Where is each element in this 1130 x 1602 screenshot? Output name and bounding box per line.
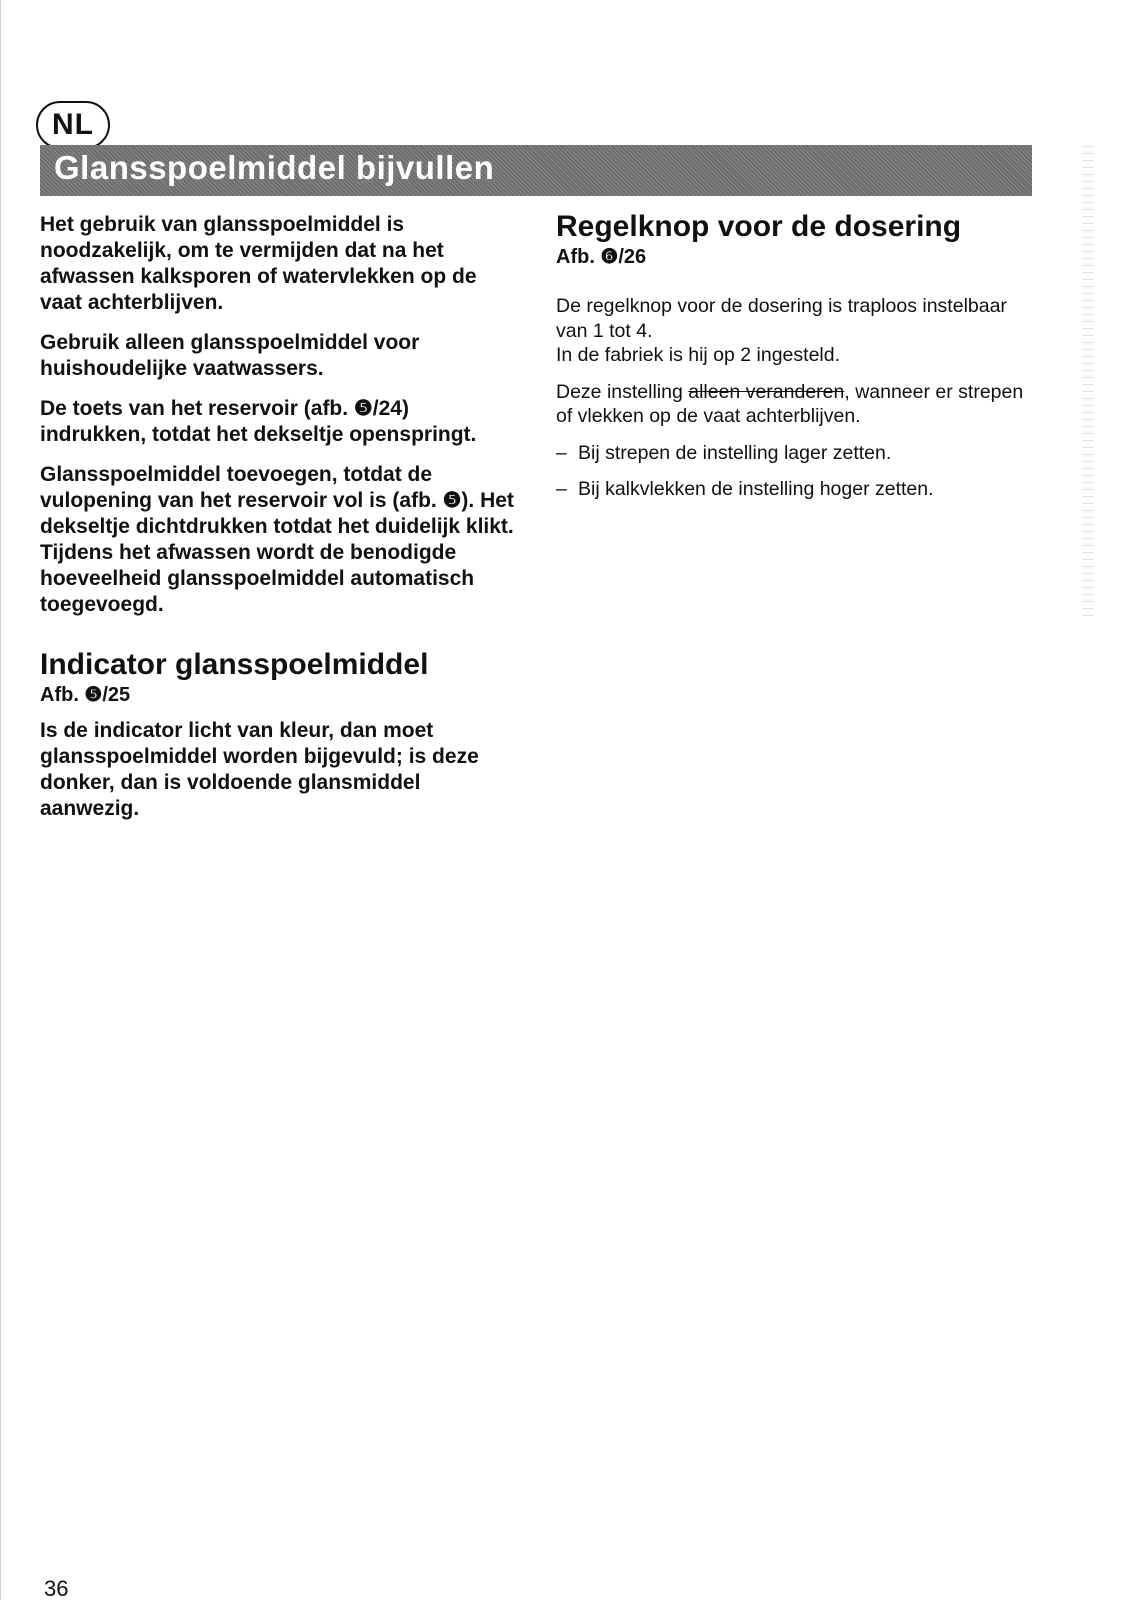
dosing-paragraph-3: [556, 380, 1041, 429]
intro-paragraph: Het gebruik van glansspoelmiddel is noodzakelijk, om te vermijden dat na het afwassen kalksporen of watervlekken op de vaat achterblijven.: [40, 213, 477, 314]
right-column: [556, 210, 1041, 514]
bullet-item-2: [556, 477, 1041, 502]
struck-text: alleen veranderen: [688, 380, 845, 403]
scan-edge-line: [0, 0, 1, 1600]
dosing-paragraph-2: In de fabriek is hij op 2 ingesteld.: [556, 344, 841, 366]
scan-edge-marks: [1082, 140, 1094, 620]
usage-paragraph: Gebruik alleen glansspoelmiddel voor huishoudelijke vaatwassers.: [40, 331, 420, 380]
bullet-dash: –: [556, 441, 567, 464]
indicator-heading: Indicator glansspoelmiddel: [40, 648, 429, 681]
indicator-figure-ref: Afb. ❺/25: [40, 684, 131, 706]
left-column: [40, 212, 520, 836]
bullet-item-1: [556, 441, 1041, 466]
dosing-figure-ref: Afb. ❻/26: [556, 246, 647, 268]
section-banner: [40, 145, 1032, 196]
indicator-paragraph: Is de indicator licht van kleur, dan moet glansspoelmiddel worden bijgevuld; is deze donker, dan is voldoende glansmiddel aanwezig.: [40, 719, 479, 820]
dosing-paragraph-3-start: Deze instelling: [556, 380, 689, 403]
section-title: Glansspoelmiddel bijvullen: [54, 149, 495, 186]
bullet-text: Bij strepen de instelling lager zetten.: [578, 441, 892, 464]
bullet-dash: –: [556, 478, 567, 500]
dosing-paragraph-3-end: , wanneer er strepen of vlekken op de vaat achterblijven.: [556, 380, 1024, 427]
page-number: 36: [44, 1576, 69, 1601]
open-reservoir-paragraph: De toets van het reservoir (afb. ❺/24) indrukken, totdat het dekseltje openspringt.: [40, 397, 477, 446]
dosing-heading: Regelknop voor de dosering: [556, 210, 962, 243]
language-badge: NL: [36, 101, 110, 149]
fill-paragraph: Glansspoelmiddel toevoegen, totdat de vulopening van het reservoir vol is (afb. ❺). Het dekseltje dichtdrukken totdat het duidelijk klikt. Tijdens het afwassen wordt de benodigde hoeveelheid glansspoelmiddel automatisch toegevoegd.: [40, 463, 514, 616]
dosing-paragraph-1: De regelknop voor de dosering is traploos instelbaar van 1 tot 4.: [556, 295, 1007, 342]
bullet-text: Bij kalkvlekken de instelling hoger zetten.: [578, 478, 934, 500]
